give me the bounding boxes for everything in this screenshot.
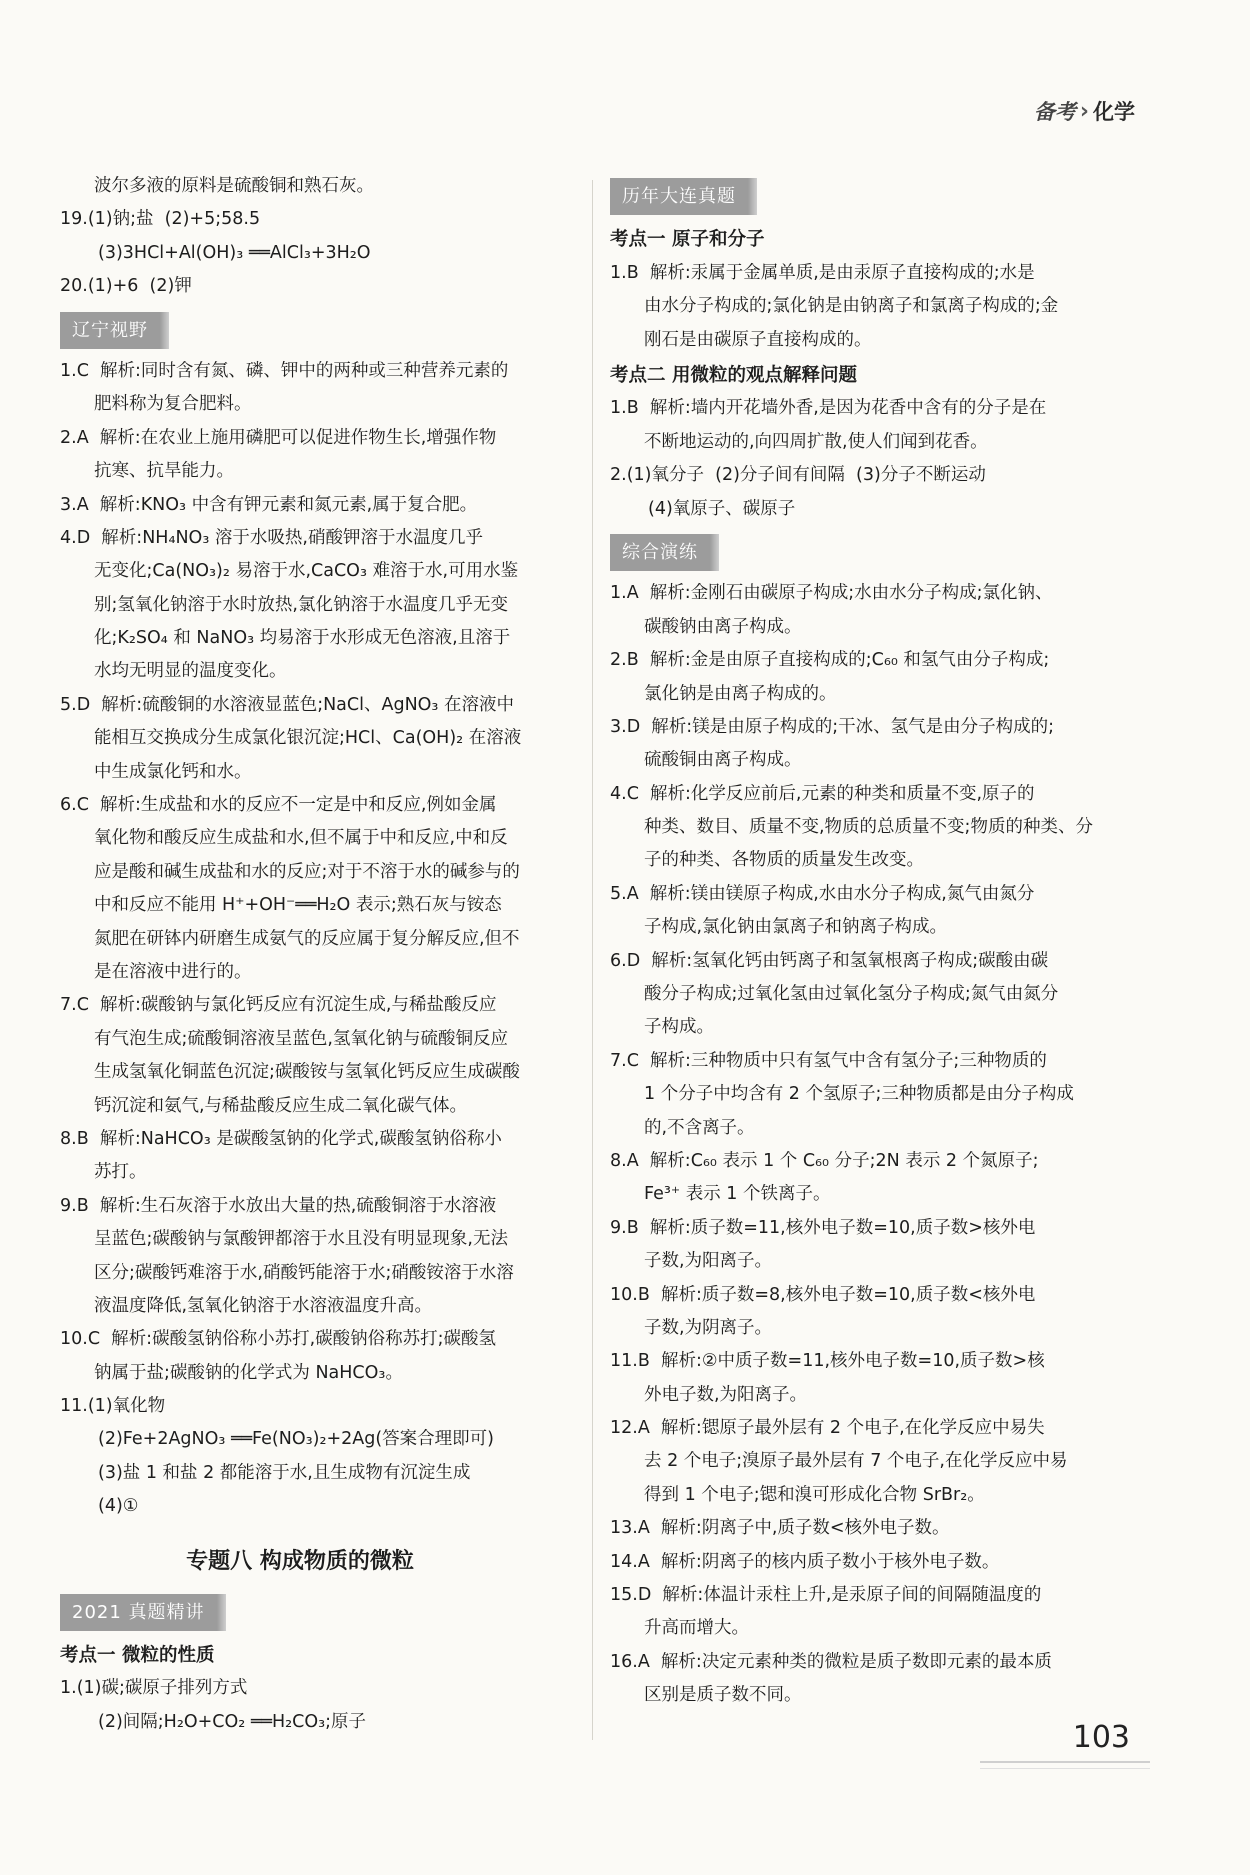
text-line: 1.(1)碳;碳原子排列方式 [60,1678,248,1699]
text-line: 子构成,氯化钠由氯离子和钠离子构成。 [644,917,948,938]
text-line: 10.B 解析:质子数=8,核外电子数=10,质子数<核外电 [610,1284,1036,1305]
series-label: 备考 [1033,100,1076,124]
left-column [60,170,540,1739]
text-line: 子数,为阴离子。 [644,1317,773,1338]
text-line: (3)3HCl+Al(OH)₃ ══AlCl₃+3H₂O [98,242,371,263]
text-line: 种类、数目、质量不变,物质的总质量不变;物质的种类、分 [644,817,1093,838]
text-line: 3.A 解析:KNO₃ 中含有钾元素和氮元素,属于复合肥。 [60,494,478,515]
text-line: 去 2 个电子;溴原子最外层有 7 个电子,在化学反应中易 [644,1451,1068,1472]
topic-heading: 考点一 原子和分子 [610,229,765,251]
section-banner: 历年大连真题 [610,178,748,215]
running-header [1034,96,1135,126]
text-line: 中和反应不能用 H⁺+OH⁻══H₂O 表示;熟石灰与铵态 [94,895,502,916]
text-line: 氮肥在研钵内研磨生成氨气的反应属于复分解反应,但不 [94,928,520,949]
footer-rule [980,1768,1150,1769]
text-line: 10.C 解析:碳酸氢钠俗称小苏打,碳酸钠俗称苏打;碳酸氢 [60,1329,497,1350]
text-line: 19.(1)钠;盐 (2)+5;58.5 [60,209,261,230]
text-line: 得到 1 个电子;锶和溴可形成化合物 SrBr₂。 [644,1484,985,1505]
text-line: 9.B 解析:质子数=11,核外电子数=10,质子数>核外电 [610,1217,1036,1238]
text-line: 外电子数,为阳离子。 [644,1384,808,1405]
text-line: 钙沉淀和氨气,与稀盐酸反应生成二氧化碳气体。 [94,1095,468,1116]
right-column [610,170,1093,1713]
text-line: 的,不含离子。 [644,1117,755,1138]
text-line: 14.A 解析:阴离子的核内质子数小于核外电子数。 [610,1551,1000,1572]
text-line: 1 个分子中均含有 2 个氢原子;三种物质都是由分子构成 [644,1084,1074,1105]
text-line: 子的种类、各物质的质量发生改变。 [644,850,924,871]
text-line: 应是酸和碱生成盐和水的反应;对于不溶于水的碱参与的 [94,861,520,882]
text-line: 酸分子构成;过氧化氢由过氧化氢分子构成;氮气由氮分 [644,984,1059,1005]
text-line: 1.A 解析:金刚石由碳原子构成;水由水分子构成;氯化钠、 [610,583,1053,604]
text-line: 2.B 解析:金是由原子直接构成的;C₆₀ 和氢气由分子构成; [610,650,1050,671]
subject-label: 化学 [1093,100,1135,124]
text-line: 6.C 解析:生成盐和水的反应不一定是中和反应,例如金属 [60,795,497,816]
text-line: 不断地运动的,向四周扩散,使人们闻到花香。 [644,431,988,452]
text-line: 16.A 解析:决定元素种类的微粒是质子数即元素的最本质 [610,1651,1052,1672]
text-line: 2.A 解析:在农业上施用磷肥可以促进作物生长,增强作物 [60,427,497,448]
text-line: (2)Fe+2AgNO₃ ══Fe(NO₃)₂+2Ag(答案合理即可) [98,1429,495,1450]
text-line: 11.(1)氧化物 [60,1396,166,1417]
topic-heading: 考点二 用微粒的观点解释问题 [610,364,857,386]
text-line: 硫酸铜由离子构成。 [644,750,802,771]
text-line: 抗寒、抗旱能力。 [94,461,234,482]
text-line: 4.D 解析:NH₄NO₃ 溶于水吸热,硝酸钾溶于水温度几乎 [60,527,483,548]
text-line: 有气泡生成;硫酸铜溶液呈蓝色,氢氧化钠与硫酸铜反应 [94,1028,508,1049]
text-line: 1.C 解析:同时含有氮、磷、钾中的两种或三种营养元素的 [60,360,509,381]
text-line: 11.B 解析:②中质子数=11,核外电子数=10,质子数>核 [610,1351,1045,1372]
footer-rule [980,1761,1150,1763]
text-line: 1.B 解析:汞属于金属单质,是由汞原子直接构成的;水是 [610,262,1035,283]
text-line: 无变化;Ca(NO₃)₂ 易溶于水,CaCO₃ 难溶于水,可用水鉴 [94,561,519,582]
text-line: 20.(1)+6 (2)钾 [60,276,192,297]
text-line: (4)氧原子、碳原子 [648,498,796,519]
text-line: 苏打。 [94,1162,147,1183]
text-line: 肥料称为复合肥料。 [94,394,252,415]
text-line: 1.B 解析:墙内开花墙外香,是因为花香中含有的分子是在 [610,398,1047,419]
text-line: 6.D 解析:氢氧化钙由钙离子和氢氧根离子构成;碳酸由碳 [610,950,1049,971]
text-line: (3)盐 1 和盐 2 都能溶于水,且生成物有沉淀生成 [98,1462,471,1483]
text-line: 刚石是由碳原子直接构成的。 [644,329,872,350]
text-line: 生成氢氧化铜蓝色沉淀;碳酸铵与氢氧化钙反应生成碳酸 [94,1062,520,1083]
text-line: 中生成氯化钙和水。 [94,761,252,782]
text-line: 子数,为阳离子。 [644,1251,773,1272]
text-line: 5.A 解析:镁由镁原子构成,水由水分子构成,氮气由氮分 [610,883,1035,904]
text-line: 7.C 解析:碳酸钠与氯化钙反应有沉淀生成,与稀盐酸反应 [60,995,497,1016]
text-line: 液温度降低,氢氧化钠溶于水溶液温度升高。 [94,1295,433,1316]
chapter-title: 专题八 构成物质的微粒 [186,1548,414,1574]
section-banner: 综合演练 [610,534,710,571]
chevron-right-icon: › [1079,98,1089,124]
section-banner: 2021 真题精讲 [60,1594,217,1631]
text-line: 5.D 解析:硫酸铜的水溶液显蓝色;NaCl、AgNO₃ 在溶液中 [60,694,515,715]
text-line: 4.C 解析:化学反应前后,元素的种类和质量不变,原子的 [610,783,1035,804]
text-line: (2)间隔;H₂O+CO₂ ══H₂CO₃;原子 [98,1711,367,1732]
text-line: 15.D 解析:体温计汞柱上升,是汞原子间的间隔随温度的 [610,1585,1042,1606]
text-line: 9.B 解析:生石灰溶于水放出大量的热,硫酸铜溶于水溶液 [60,1195,497,1216]
column-divider [592,180,593,1740]
text-line: 升高而增大。 [644,1618,749,1639]
text-line: 水均无明显的温度变化。 [94,661,287,682]
text-line: 碳酸钠由离子构成。 [644,616,802,637]
text-line: 由水分子构成的;氯化钠是由钠离子和氯离子构成的;金 [644,296,1059,317]
page-number: 103 [1072,1720,1130,1755]
text-line: 3.D 解析:镁是由原子构成的;干冰、氢气是由分子构成的; [610,716,1054,737]
text-line: 区别是质子数不同。 [644,1685,802,1706]
text-line: 别;氢氧化钠溶于水时放热,氯化钠溶于水温度几乎无变 [94,594,508,615]
text-line: 钠属于盐;碳酸钠的化学式为 NaHCO₃。 [94,1362,403,1383]
text-line: 13.A 解析:阴离子中,质子数<核外电子数。 [610,1518,950,1539]
section-banner: 辽宁视野 [60,312,160,349]
text-line: 能相互交换成分生成氯化银沉淀;HCl、Ca(OH)₂ 在溶液 [94,728,522,749]
text-line: (4)① [98,1496,139,1517]
text-line: 呈蓝色;碳酸钠与氯酸钾都溶于水且没有明显现象,无法 [94,1229,508,1250]
text-line: 氯化钠是由离子构成的。 [644,683,837,704]
text-line: 化;K₂SO₄ 和 NaNO₃ 均易溶于水形成无色溶液,且溶于 [94,628,511,649]
text-line: 子构成。 [644,1017,714,1038]
text-line: 8.A 解析:C₆₀ 表示 1 个 C₆₀ 分子;2N 表示 2 个氮原子; [610,1150,1039,1171]
text-line: 氧化物和酸反应生成盐和水,但不属于中和反应,中和反 [94,828,508,849]
text-line: 波尔多液的原料是硫酸铜和熟石灰。 [94,176,374,196]
text-line: 是在溶液中进行的。 [94,962,252,982]
text-line: 7.C 解析:三种物质中只有氢气中含有氢分子;三种物质的 [610,1050,1047,1071]
topic-heading: 考点一 微粒的性质 [60,1645,215,1667]
text-line: 12.A 解析:锶原子最外层有 2 个电子,在化学反应中易失 [610,1418,1045,1439]
text-line: 区分;碳酸钙难溶于水,硝酸钙能溶于水;硝酸铵溶于水溶 [94,1262,514,1283]
text-line: Fe³⁺ 表示 1 个铁离子。 [644,1184,831,1205]
text-line: 8.B 解析:NaHCO₃ 是碳酸氢钠的化学式,碳酸氢钠俗称小 [60,1128,502,1149]
text-line: 2.(1)氧分子 (2)分子间有间隔 (3)分子不断运动 [610,465,986,486]
